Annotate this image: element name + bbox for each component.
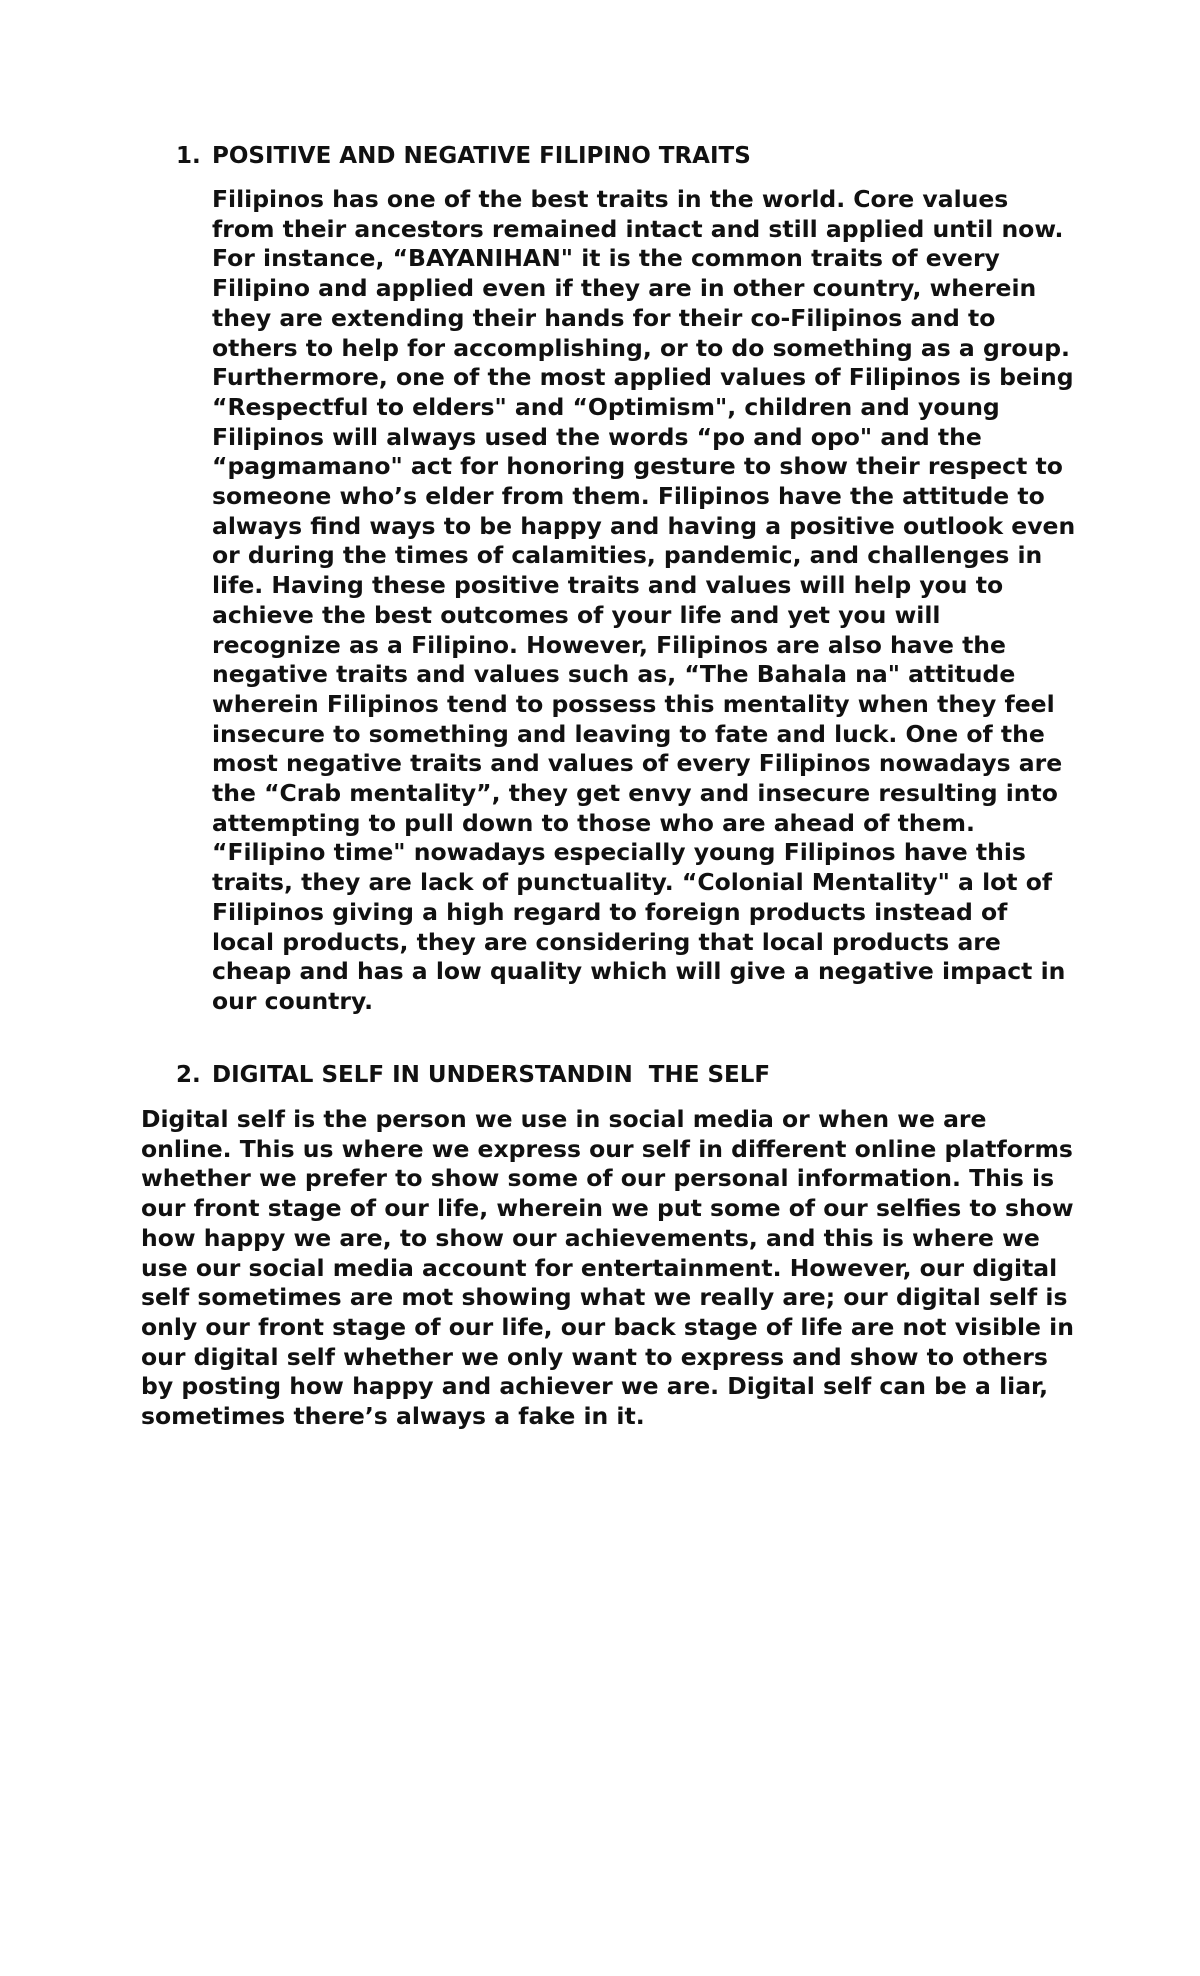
paragraph-digital-self: Digital self is the person we use in social media or when we are online. This us where we express our self in different online platforms whether we prefer to show some of our personal information. This is our front stage of our life, wherein we put some of our selfies to show how happy we are, to show our achievements, and this is where we use our social media account for entertainment. However, our digital self sometimes are mot showing what we really are; our digital self is only our front stage of our life, our back stage of life are not visible in our digital self whether we only want to express and show to others by posting how happy and achiever we are. Digital self can be a liar, sometimes there’s always a fake in it. [141, 1105, 1074, 1431]
section-heading-digital-self [176, 1061, 770, 1090]
section-title: POSITIVE AND NEGATIVE FILIPINO TRAITS [212, 143, 751, 169]
section-number: 2. [176, 1062, 201, 1088]
section-number: 1. [176, 143, 201, 169]
section-heading-traits [176, 142, 751, 171]
paragraph-traits: Filipinos has one of the best traits in the world. Core values from their ancestors remained intact and still applied until now. For instance, “BAYANIHAN" it is the common traits of every Filipino and applied even if they are in other country, wherein they are extending their hands for their co-Filipinos and to others to help for accomplishing, or to do something as a group. Furthermore, one of the most applied values of Filipinos is being “Respectful to elders" and “Optimism", children and young Filipinos will always used the words “po and opo" and the “pagmamano" act for honoring gesture to show their respect to someone who’s elder from them. Filipinos have the attitude to always find ways to be happy and having a positive outlook even or during the times of calamities, pandemic, and challenges in life. Having these positive traits and values will help you to achieve the best outcomes of your life and yet you will recognize as a Filipino. However, Filipinos are also have the negative traits and values such as, “The Bahala na" attitude wherein Filipinos tend to possess this mentality when they feel insecure to something and leaving to fate and luck. One of the most negative traits and values of every Filipinos nowadays are the “Crab mentality”, they get envy and insecure resulting into attempting to pull down to those who are ahead of them. “Filipino time" nowadays especially young Filipinos have this traits, they are lack of punctuality. “Colonial Mentality" a lot of Filipinos giving a high regard to foreign products instead of local products, they are considering that local products are cheap and has a low quality which will give a negative impact in our country. [212, 185, 1076, 1015]
section-title: DIGITAL SELF IN UNDERSTANDIN THE SELF [212, 1062, 771, 1088]
